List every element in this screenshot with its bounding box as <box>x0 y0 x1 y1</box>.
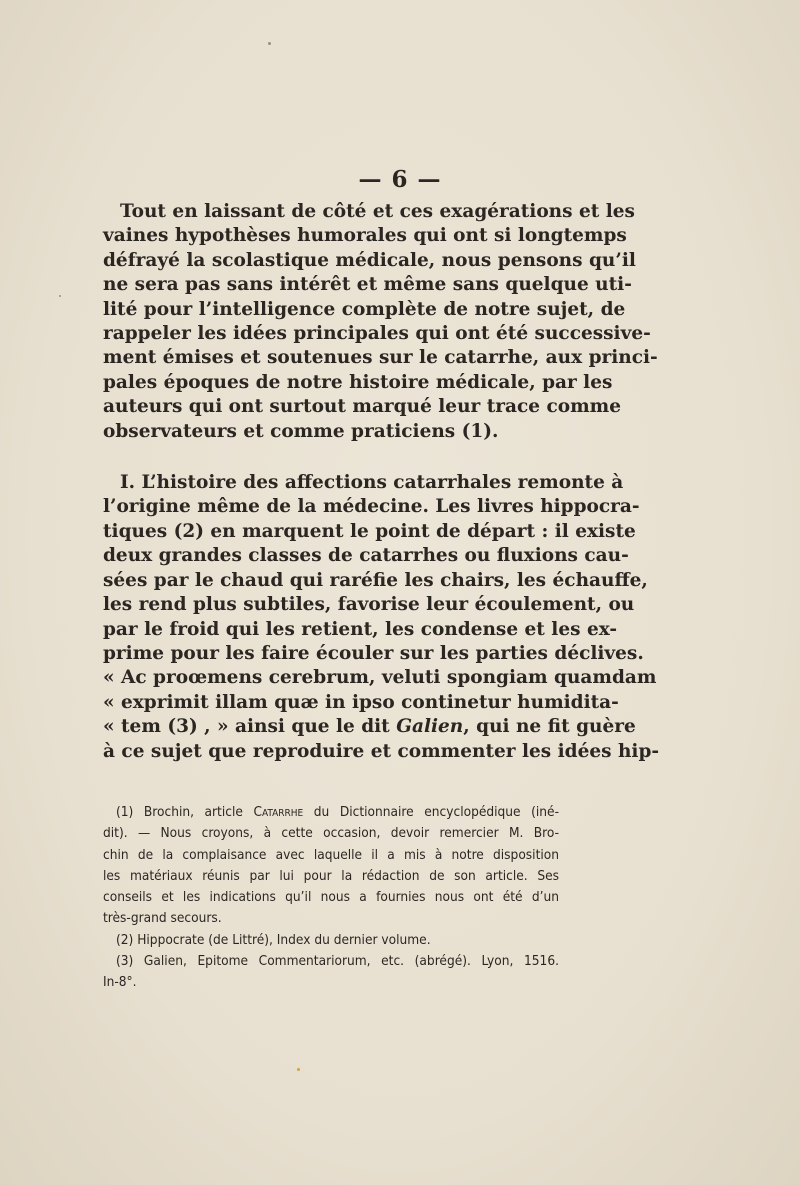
text-line: les rend plus subtiles, favorise leur écoulement, ou <box>103 594 635 616</box>
paper-speck <box>268 42 271 45</box>
text-line: défrayé la scolastique médicale, nous pensons qu’il <box>103 249 636 271</box>
text-line: vaines hypothèses humorales qui ont si longtemps <box>103 225 627 247</box>
paper-speck <box>59 295 61 297</box>
text-line: observateurs et comme praticiens (1). <box>103 420 499 442</box>
footnote-1-line: chin de la complaisance avec laquelle il a mis à notre disposition <box>103 846 559 863</box>
footnote-1-line: les matériaux réunis par lui pour la rédaction de son article. Ses <box>103 867 559 884</box>
text-segment: (1) Brochin, article <box>116 804 254 820</box>
text-line: l’origine même de la médecine. Les livres hippocra- <box>103 496 640 518</box>
body-text <box>103 200 660 764</box>
footnote-1-line: très-grand secours. <box>103 910 222 927</box>
text-line: ment émises et soutenues sur le catarrhe, aux princi- <box>103 347 658 369</box>
text-segment: , qui ne fit guère <box>463 716 636 738</box>
footnote-1-line: conseils et les indications qu’il nous a fournies nous ont été d’un <box>103 889 559 906</box>
text-line: « Ac proœmens cerebrum, veluti spongiam quamdam <box>103 667 657 689</box>
text-line: à ce sujet que reproduire et commenter les idées hip- <box>103 740 660 762</box>
footnote-3-line: In-8°. <box>103 974 137 991</box>
page-number: — 6 — <box>358 166 442 193</box>
text-line: pales époques de notre histoire médicale, par les <box>103 371 613 393</box>
footnote-1-line <box>103 802 559 823</box>
text-line: auteurs qui ont surtout marqué leur trace comme <box>103 396 621 418</box>
text-line: Tout en laissant de côté et ces exagérations et les <box>120 201 635 222</box>
footnotes <box>103 802 559 994</box>
text-line: ne sera pas sans intérêt et même sans quelque uti- <box>103 274 632 296</box>
footnote-3-line: (3) Galien, Epitome Commentariorum, etc. (abrégé). Lyon, 1516. <box>116 953 559 970</box>
paper-speck <box>297 1068 300 1071</box>
text-line: I. L’histoire des affections catarrhales remonte à <box>120 472 624 494</box>
text-line: deux grandes classes de catarrhes ou fluxions cau- <box>103 545 629 567</box>
text-line: prime pour les faire écouler sur les parties déclives. <box>103 642 644 664</box>
paragraph-gap <box>103 444 559 471</box>
text-line: tiques (2) en marquent le point de départ : il existe <box>103 520 636 542</box>
text-line: par le froid qui les retient, les condense et les ex- <box>103 618 618 640</box>
text-line-with-italic <box>103 715 636 739</box>
footnote-1-line: dit). — Nous croyons, à cette occasion, devoir remercier M. Bro- <box>103 825 559 842</box>
text-line: « exprimit illam quæ in ipso continetur humidita- <box>103 691 619 713</box>
text-line: sées par le chaud qui raréfie les chairs, les échauffe, <box>103 569 648 591</box>
text-segment: du Dictionnaire encyclopédique (iné- <box>303 804 559 820</box>
footnote-2: (2) Hippocrate (de Littré), Index du dernier volume. <box>116 931 431 948</box>
text-segment: « tem (3) , » ainsi que le dit <box>103 716 397 738</box>
text-line: lité pour l’intelligence complète de notre sujet, de <box>103 298 626 320</box>
italic-author-name: Galien <box>396 716 464 738</box>
small-caps-term: Catarrhe <box>253 804 304 820</box>
text-line: rappeler les idées principales qui ont été successive- <box>103 323 651 345</box>
